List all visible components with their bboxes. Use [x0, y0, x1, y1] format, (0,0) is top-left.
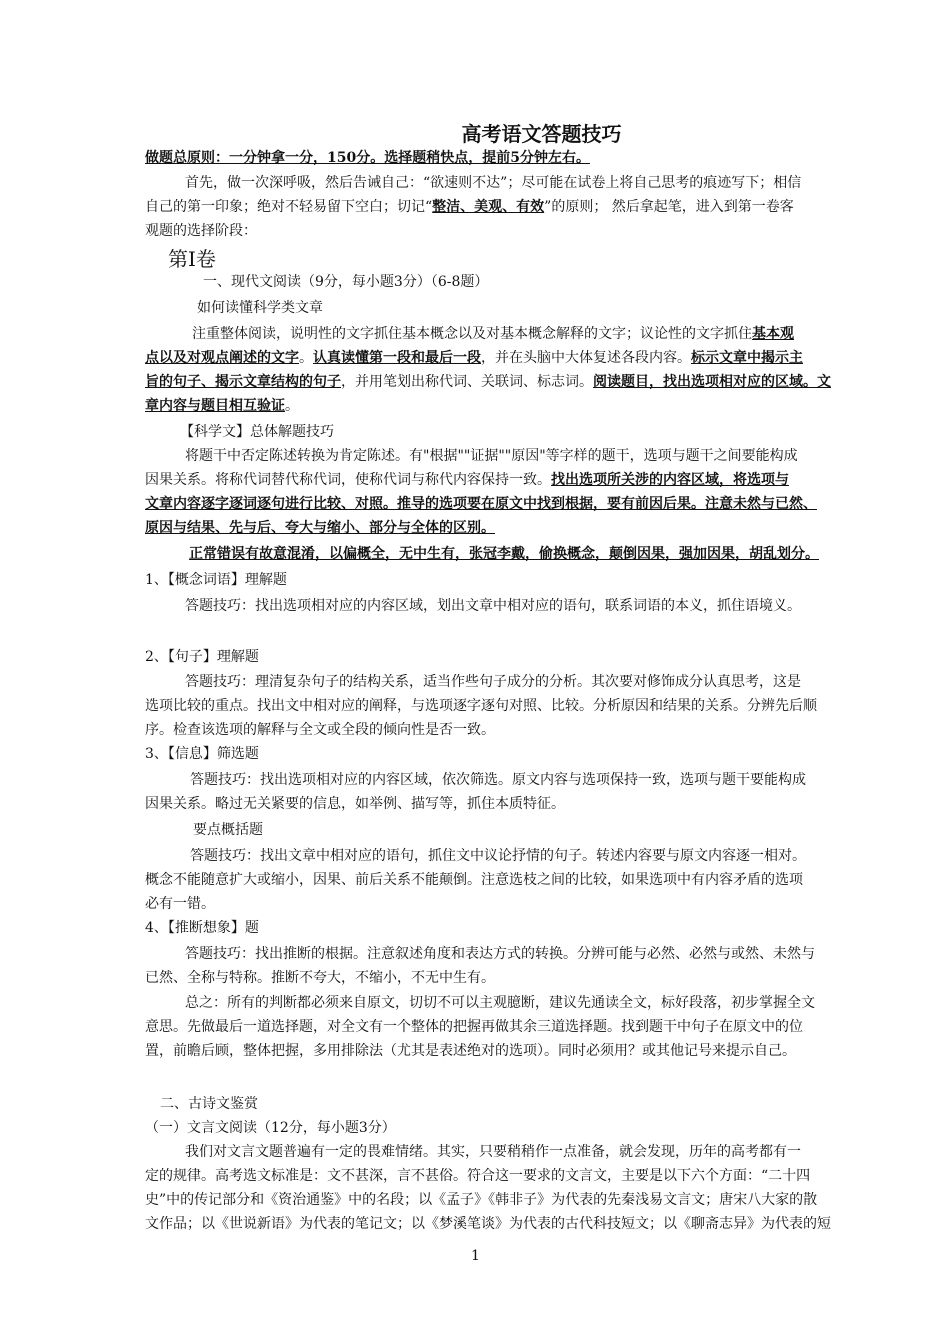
- principle-line: 做题总原则：一分钟拿一分，150分。选择题稍快点，提前5分钟左右。: [145, 150, 590, 166]
- q3-sub-line-2: 概念不能随意扩大或缩小，因果、前后关系不能颠倒。注意选枝之间的比较，如果选项中有内容矛盾的选项: [145, 872, 803, 888]
- para1-emphasis-4: 标示文章中揭示主: [691, 350, 803, 366]
- intro-line-3: 观题的选择阶段：: [145, 223, 257, 239]
- intro-emphasis: 整洁、美观、有效: [432, 199, 545, 215]
- para1-emphasis-7: 章内容与题目相互验证: [145, 398, 285, 414]
- section2-line-3: 史”中的传记部分和《资治通鉴》中的名段；以《孟子》《韩非子》为代表的先秦浅易文言文；唐宋八大家的散: [145, 1192, 818, 1208]
- para2-line-3: 文章内容逐字逐词逐句进行比较、对照。推导的选项要在原文中找到根据，要有前因后果。注意未然与已然、: [145, 496, 817, 512]
- q3-line-2: 因果关系。略过无关紧要的信息，如举例、描写等，抓住本质特征。: [145, 796, 565, 812]
- para1-text-2: ，并在头脑中大体复述各段内容。: [481, 350, 691, 366]
- q3-heading: 3、【信息】筛选题: [145, 746, 259, 762]
- para1-text: 注重整体阅读，说明性的文字抓住基本概念以及对基本概念解释的文字；议论性的文字抓住: [192, 326, 752, 342]
- para1-line-1: [192, 322, 794, 346]
- section2-heading: 二、古诗文鉴赏: [160, 1096, 258, 1112]
- para1-period: 。: [299, 350, 313, 366]
- section2-line-1: 我们对文言文题普遍有一定的畏难情绪。其实，只要稍稍作一点准备，就会发现，历年的高考都有一: [185, 1144, 801, 1160]
- q3-line-1: 答题技巧：找出选项相对应的内容区域，依次筛选。原文内容与选项保持一致，选项与题干要能构成: [190, 772, 806, 788]
- q1-tip: 答题技巧：找出选项相对应的内容区域，划出文章中相对应的语句，联系词语的本义，抓住语境义。: [185, 598, 801, 614]
- para1-emphasis-5: 旨的句子、揭示文章结构的句子: [145, 374, 341, 390]
- para2-line-1: 将题干中否定陈述转换为肯定陈述。有"根据""证据""原因"等字样的题干，选项与题干之间要能构成: [185, 448, 798, 464]
- section2-subheading: （一）文言文阅读（12分，每小题3分）: [145, 1120, 396, 1136]
- q4-line-1: 答题技巧：找出推断的根据。注意叙述角度和表达方式的转换。分辨可能与必然、必然与或然、未然与: [185, 946, 815, 962]
- section2-line-4: 文作品；以《世说新语》为代表的笔记文；以《梦溪笔谈》为代表的古代科技短文；以《聊斋志异》为代表的短: [145, 1216, 831, 1232]
- intro-text: 自己的第一印象；绝对不轻易留下空白；切记“: [145, 199, 433, 215]
- q3-sub-line-1: 答题技巧：找出文章中相对应的语句，抓住文中议论抒情的句子。转述内容要与原文内容逐一相对。: [190, 848, 806, 864]
- science-heading: 【科学文】总体解题技巧: [180, 424, 334, 440]
- q3-subheading: 要点概括题: [193, 822, 263, 838]
- q2-line-3: 序。检查该选项的解释与全文或全段的倾向性是否一致。: [145, 722, 495, 738]
- para1-line-2: [145, 346, 803, 370]
- para1-emphasis-3: 认真读懂第一段和最后一段: [313, 350, 481, 366]
- q4-heading: 4、【推断想象】题: [145, 920, 259, 936]
- q2-heading: 2、【句子】理解题: [145, 649, 259, 665]
- para1-emphasis-2: 点以及对观点阐述的文字: [145, 350, 299, 366]
- para2-emphasis: 找出选项所关涉的内容区域，将选项与: [551, 472, 789, 488]
- q3-sub-line-3: 必有一错。: [145, 896, 215, 912]
- q4-line-2: 已然、全称与特称。推断不夸大，不缩小，不无中生有。: [145, 970, 495, 986]
- para1-emphasis-6: 阅读题目，找出选项相对应的区域。文: [593, 374, 831, 390]
- volume-heading: 第Ⅰ卷: [168, 247, 216, 271]
- summary-line-2: 意思。先做最后一道选择题，对全文有一个整体的把握再做其余三道选择题。找到题干中句子在原文中的位: [145, 1019, 803, 1035]
- intro-line-2: [145, 195, 794, 219]
- q1-heading: 1、【概念词语】理解题: [145, 572, 287, 588]
- para1-emphasis: 基本观: [752, 326, 794, 342]
- para1-period-2: 。: [285, 398, 299, 414]
- q2-line-1: 答题技巧：理清复杂句子的结构关系，适当作些句子成分的分析。其次要对修饰成分认真思考，这是: [185, 674, 801, 690]
- para2-line-5: 正常错误有故意混淆，以偏概全，无中生有，张冠李戴，偷换概念，颠倒因果，强加因果，胡乱划分。: [189, 546, 819, 562]
- para1-text-3: ，并用笔划出称代词、关联词、标志词。: [341, 374, 593, 390]
- para1-line-4: [145, 394, 299, 418]
- section2-line-2: 定的规律。高考选文标准是：文不甚深，言不甚俗。符合这一要求的文言文，主要是以下六个方面：“二十四: [145, 1168, 811, 1184]
- para1-line-3: [145, 370, 831, 394]
- para2-line-4: 原因与结果、先与后、夸大与缩小、部分与全体的区别。: [145, 520, 495, 536]
- summary-line-1: 总之：所有的判断都必须来自原文，切切不可以主观臆断，建议先通读全文，标好段落，初步掌握全文: [185, 995, 815, 1011]
- summary-line-3: 置，前瞻后顾，整体把握，多用排除法（尤其是表述绝对的选项）。同时必须用？或其他记号来提示自己。: [145, 1043, 796, 1059]
- page-number: 1: [471, 1248, 480, 1264]
- section1-heading: 一、现代文阅读（9分，每小题3分）（6-8题）: [203, 274, 489, 290]
- para2-line-2: [145, 468, 789, 492]
- science-how-heading: 如何读懂科学类文章: [197, 300, 323, 316]
- q2-line-2: 选项比较的重点。找出文中相对应的阐释，与选项逐字逐句对照、比较。分析原因和结果的关系。分辨先后顺: [145, 698, 817, 714]
- document-title: 高考语文答题技巧: [461, 122, 622, 146]
- intro-text-cont: ”的原则； 然后拿起笔，进入到第一卷客: [544, 199, 794, 215]
- para2-text: 因果关系。将称代词替代称代词，使称代词与称代内容保持一致。: [145, 472, 551, 488]
- intro-line-1: 首先，做一次深呼吸，然后告诫自己：“欲速则不达”；尽可能在试卷上将自己思考的痕迹写下；相信: [185, 175, 802, 191]
